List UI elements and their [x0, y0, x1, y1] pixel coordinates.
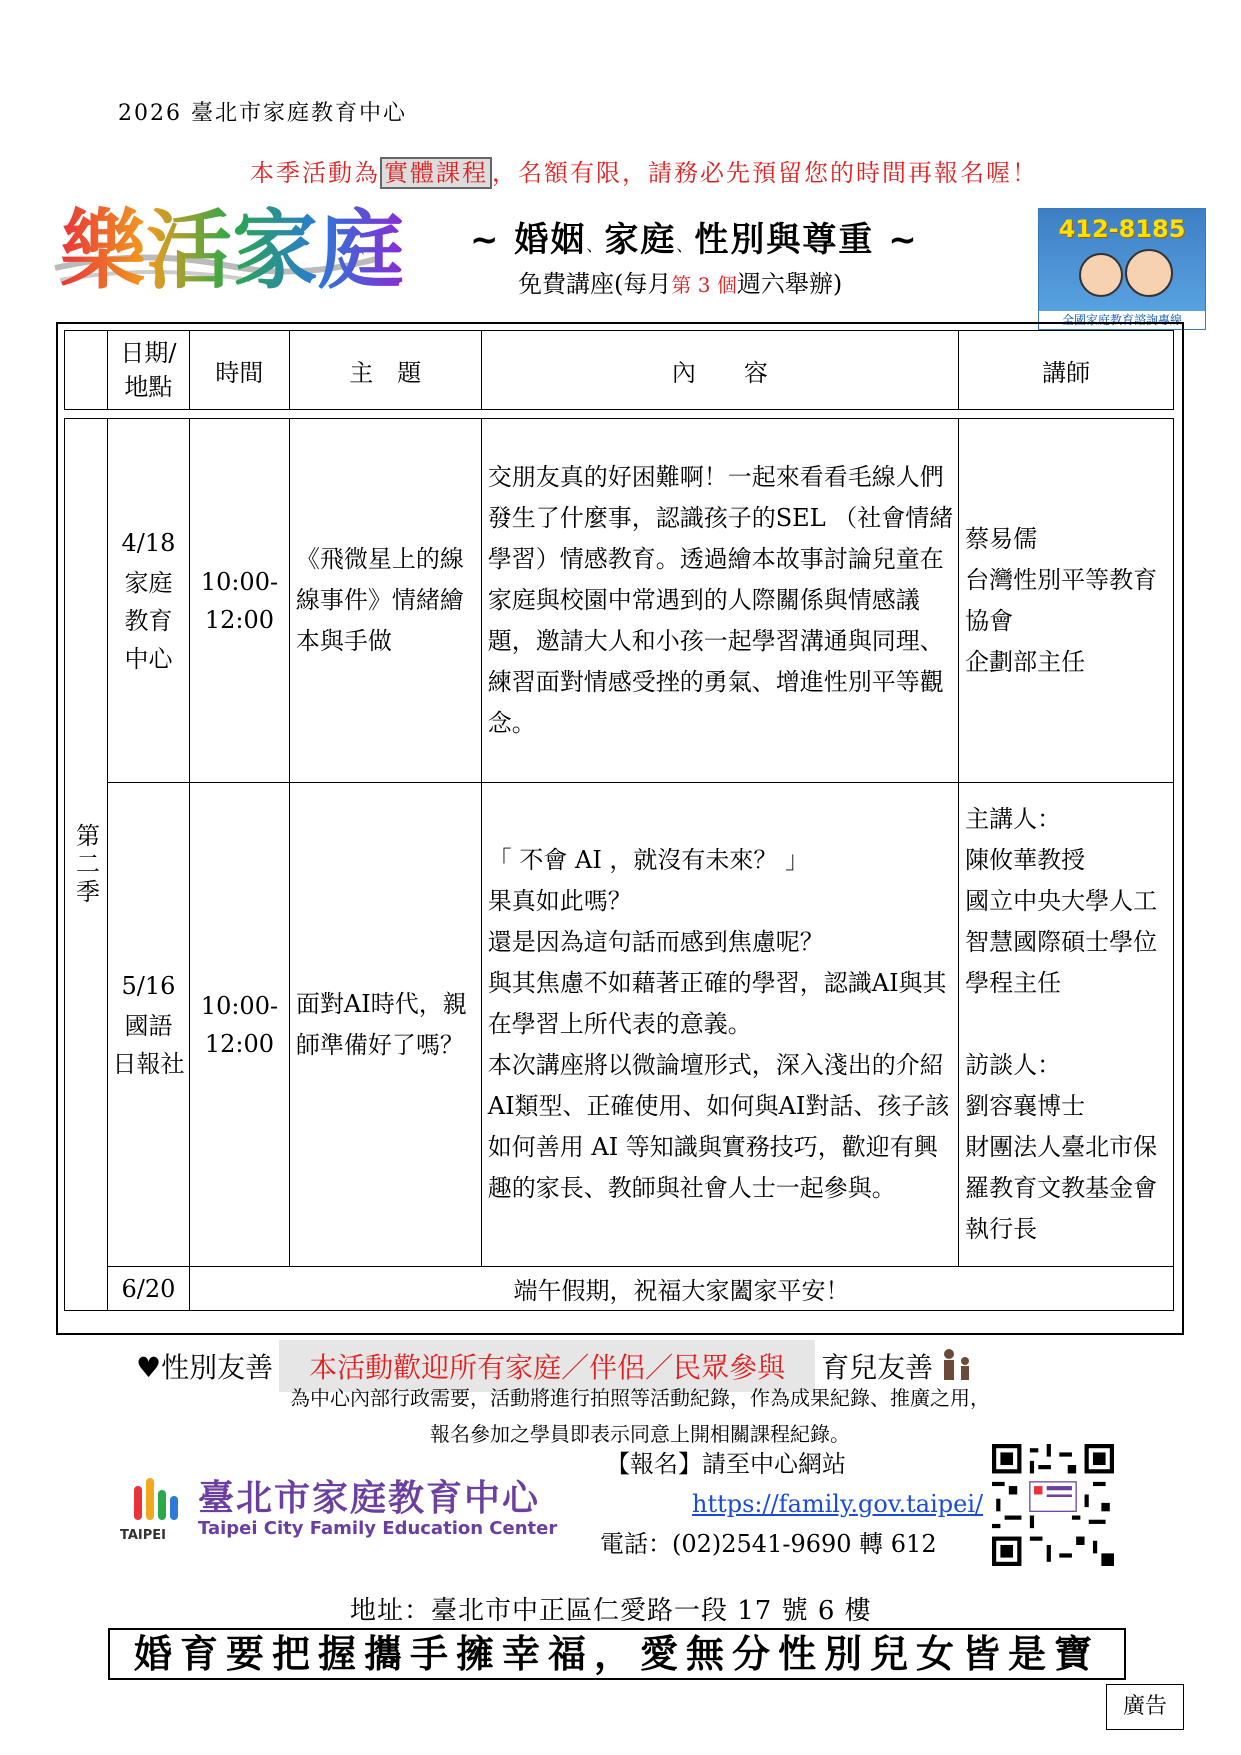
- subtitle: [470, 212, 919, 261]
- child-illustration-icon: [1079, 253, 1123, 297]
- row-date-place: [107, 783, 189, 1267]
- parenting-friendly-label: 育兒友善: [821, 1351, 934, 1384]
- row-place: 家庭 教育 中心: [124, 569, 173, 673]
- gender-friendly-label: ♥性別友善: [136, 1351, 274, 1384]
- ad-label: 廣告: [1106, 1684, 1184, 1730]
- row-content: 交朋友真的好困難啊！一起來看看毛線人們發生了什麼事，認識孩子的SEL （社會情緒學習）情感教育。透過繪本故事討論兒童在家庭與校園中常遇到的人際關係與情感議題，邀請大人和小孩一起學習溝通與同理、練習面對情感受挫的勇氣、增進性別平等觀念。: [481, 419, 958, 783]
- row-topic: 面對AI時代，親師準備好了嗎？: [289, 783, 481, 1267]
- subtitle-part: 家庭: [604, 220, 677, 260]
- hotline-banner: [1038, 208, 1206, 330]
- center-name-en: Taipei City Family Education Center: [198, 1518, 558, 1539]
- family-icon: [937, 1348, 977, 1384]
- subtitle-part: 性別與尊重 ~: [694, 220, 919, 260]
- org-line: 2026 臺北市家庭教育中心: [118, 101, 407, 126]
- notice-highlight: 實體課程: [380, 157, 492, 189]
- header-topic: 主 題: [289, 331, 481, 410]
- privacy-line: 報名參加之學員即表示同意上開相關課程紀錄。: [430, 1422, 850, 1446]
- notice-before: 本季活動為: [250, 159, 380, 187]
- header-content: 內 容: [481, 331, 959, 410]
- hotline-caption: 全國家庭教育諮詢專線: [1039, 311, 1205, 329]
- lecture-note-before: 免費講座(每月: [518, 270, 672, 298]
- logo-title: [50, 188, 420, 308]
- header-blank: [65, 331, 108, 410]
- holiday-date: 6/20: [107, 1267, 189, 1311]
- table-row: [65, 783, 1174, 1267]
- taipei-wordmark: TAIPEI: [120, 1528, 167, 1543]
- welcome-band: 本活動歡迎所有家庭／伴侶／民眾參與: [279, 1340, 815, 1392]
- notice-after: ，名額有限，請務必先預留您的時間再報名喔！: [492, 159, 1038, 187]
- holiday-text: 端午假期，祝福大家闔家平安！: [189, 1267, 1173, 1311]
- schedule-header: [64, 330, 1174, 410]
- header-time: 時間: [189, 331, 289, 410]
- row-content: 「 不會 AI ，就沒有未來？ 」 果真如此嗎？ 還是因為這句話而感到焦慮呢？ 與其焦慮不如藉著正確的學習，認識AI與其在學習上所代表的意義。 本次講座將以微論壇形式，深入淺出的介紹AI類型、正確使用、如何與AI對話、孩子該如何善用 AI 等知識與實務技巧，歡迎有興趣的家長、教師與社會人士一起參與。: [481, 783, 958, 1267]
- holiday-row: [65, 1267, 1174, 1311]
- taipei-logo-icon: [126, 1472, 186, 1528]
- phone-number: 電話：(02)2541-9690 轉 612: [600, 1530, 937, 1558]
- row-speaker: 蔡易儒 台灣性別平等教育協會 企劃部主任: [959, 419, 1174, 783]
- notice-banner: [250, 153, 1038, 188]
- row-speaker: 主講人： 陳攸華教授 國立中央大學人工智慧國際碩士學位學程主任 訪談人： 劉容襄博士 財團法人臺北市保羅教育文教基金會執行長: [959, 783, 1174, 1267]
- row-place: 國語 日報社: [112, 1012, 185, 1078]
- row-date: 4/18: [121, 529, 176, 557]
- address: 地址：臺北市中正區仁愛路一段 17 號 6 樓: [350, 1596, 872, 1626]
- table-row: [65, 419, 1174, 783]
- privacy-notice: [200, 1380, 1080, 1452]
- row-date: 5/16: [121, 972, 176, 1000]
- subtitle-part: ~ 婚姻: [470, 220, 587, 260]
- signup-info: [600, 1444, 983, 1564]
- lecture-note: [518, 264, 842, 299]
- header-speaker: 講師: [959, 331, 1174, 410]
- row-date-place: [107, 419, 189, 783]
- schedule-table: [64, 418, 1174, 1311]
- qr-code-icon[interactable]: [992, 1444, 1114, 1566]
- subtitle-sep: 、: [586, 236, 605, 255]
- center-name-zh: 臺北市家庭教育中心: [198, 1478, 541, 1519]
- row-topic: 《飛微星上的線線事件》情緒繪本與手做: [289, 419, 481, 783]
- row-time: 10:00- 12:00: [189, 419, 289, 783]
- lecture-note-after: 週六舉辦): [736, 270, 843, 298]
- slogan: 婚育要把握攜手擁幸福，愛無分性別兒女皆是寶: [108, 1628, 1126, 1680]
- logo-title-text: 樂活家庭: [60, 200, 404, 301]
- signup-label: 【報名】請至中心網站: [606, 1450, 846, 1478]
- lecture-note-highlight: 第 3 個: [671, 273, 737, 297]
- center-logo: [120, 1470, 570, 1550]
- child-illustration-icon: [1125, 249, 1173, 297]
- hotline-number: 412-8185: [1058, 215, 1186, 243]
- header-date-place: 日期/ 地點: [107, 331, 189, 410]
- subtitle-sep: 、: [676, 236, 695, 255]
- privacy-line: 為中心內部行政需要，活動將進行拍照等活動紀錄，作為成果紀錄、推廣之用，: [290, 1386, 990, 1410]
- website-link[interactable]: https://family.gov.taipei/: [692, 1490, 984, 1518]
- row-time: 10:00- 12:00: [189, 783, 289, 1267]
- season-label: 第二季: [65, 419, 108, 1311]
